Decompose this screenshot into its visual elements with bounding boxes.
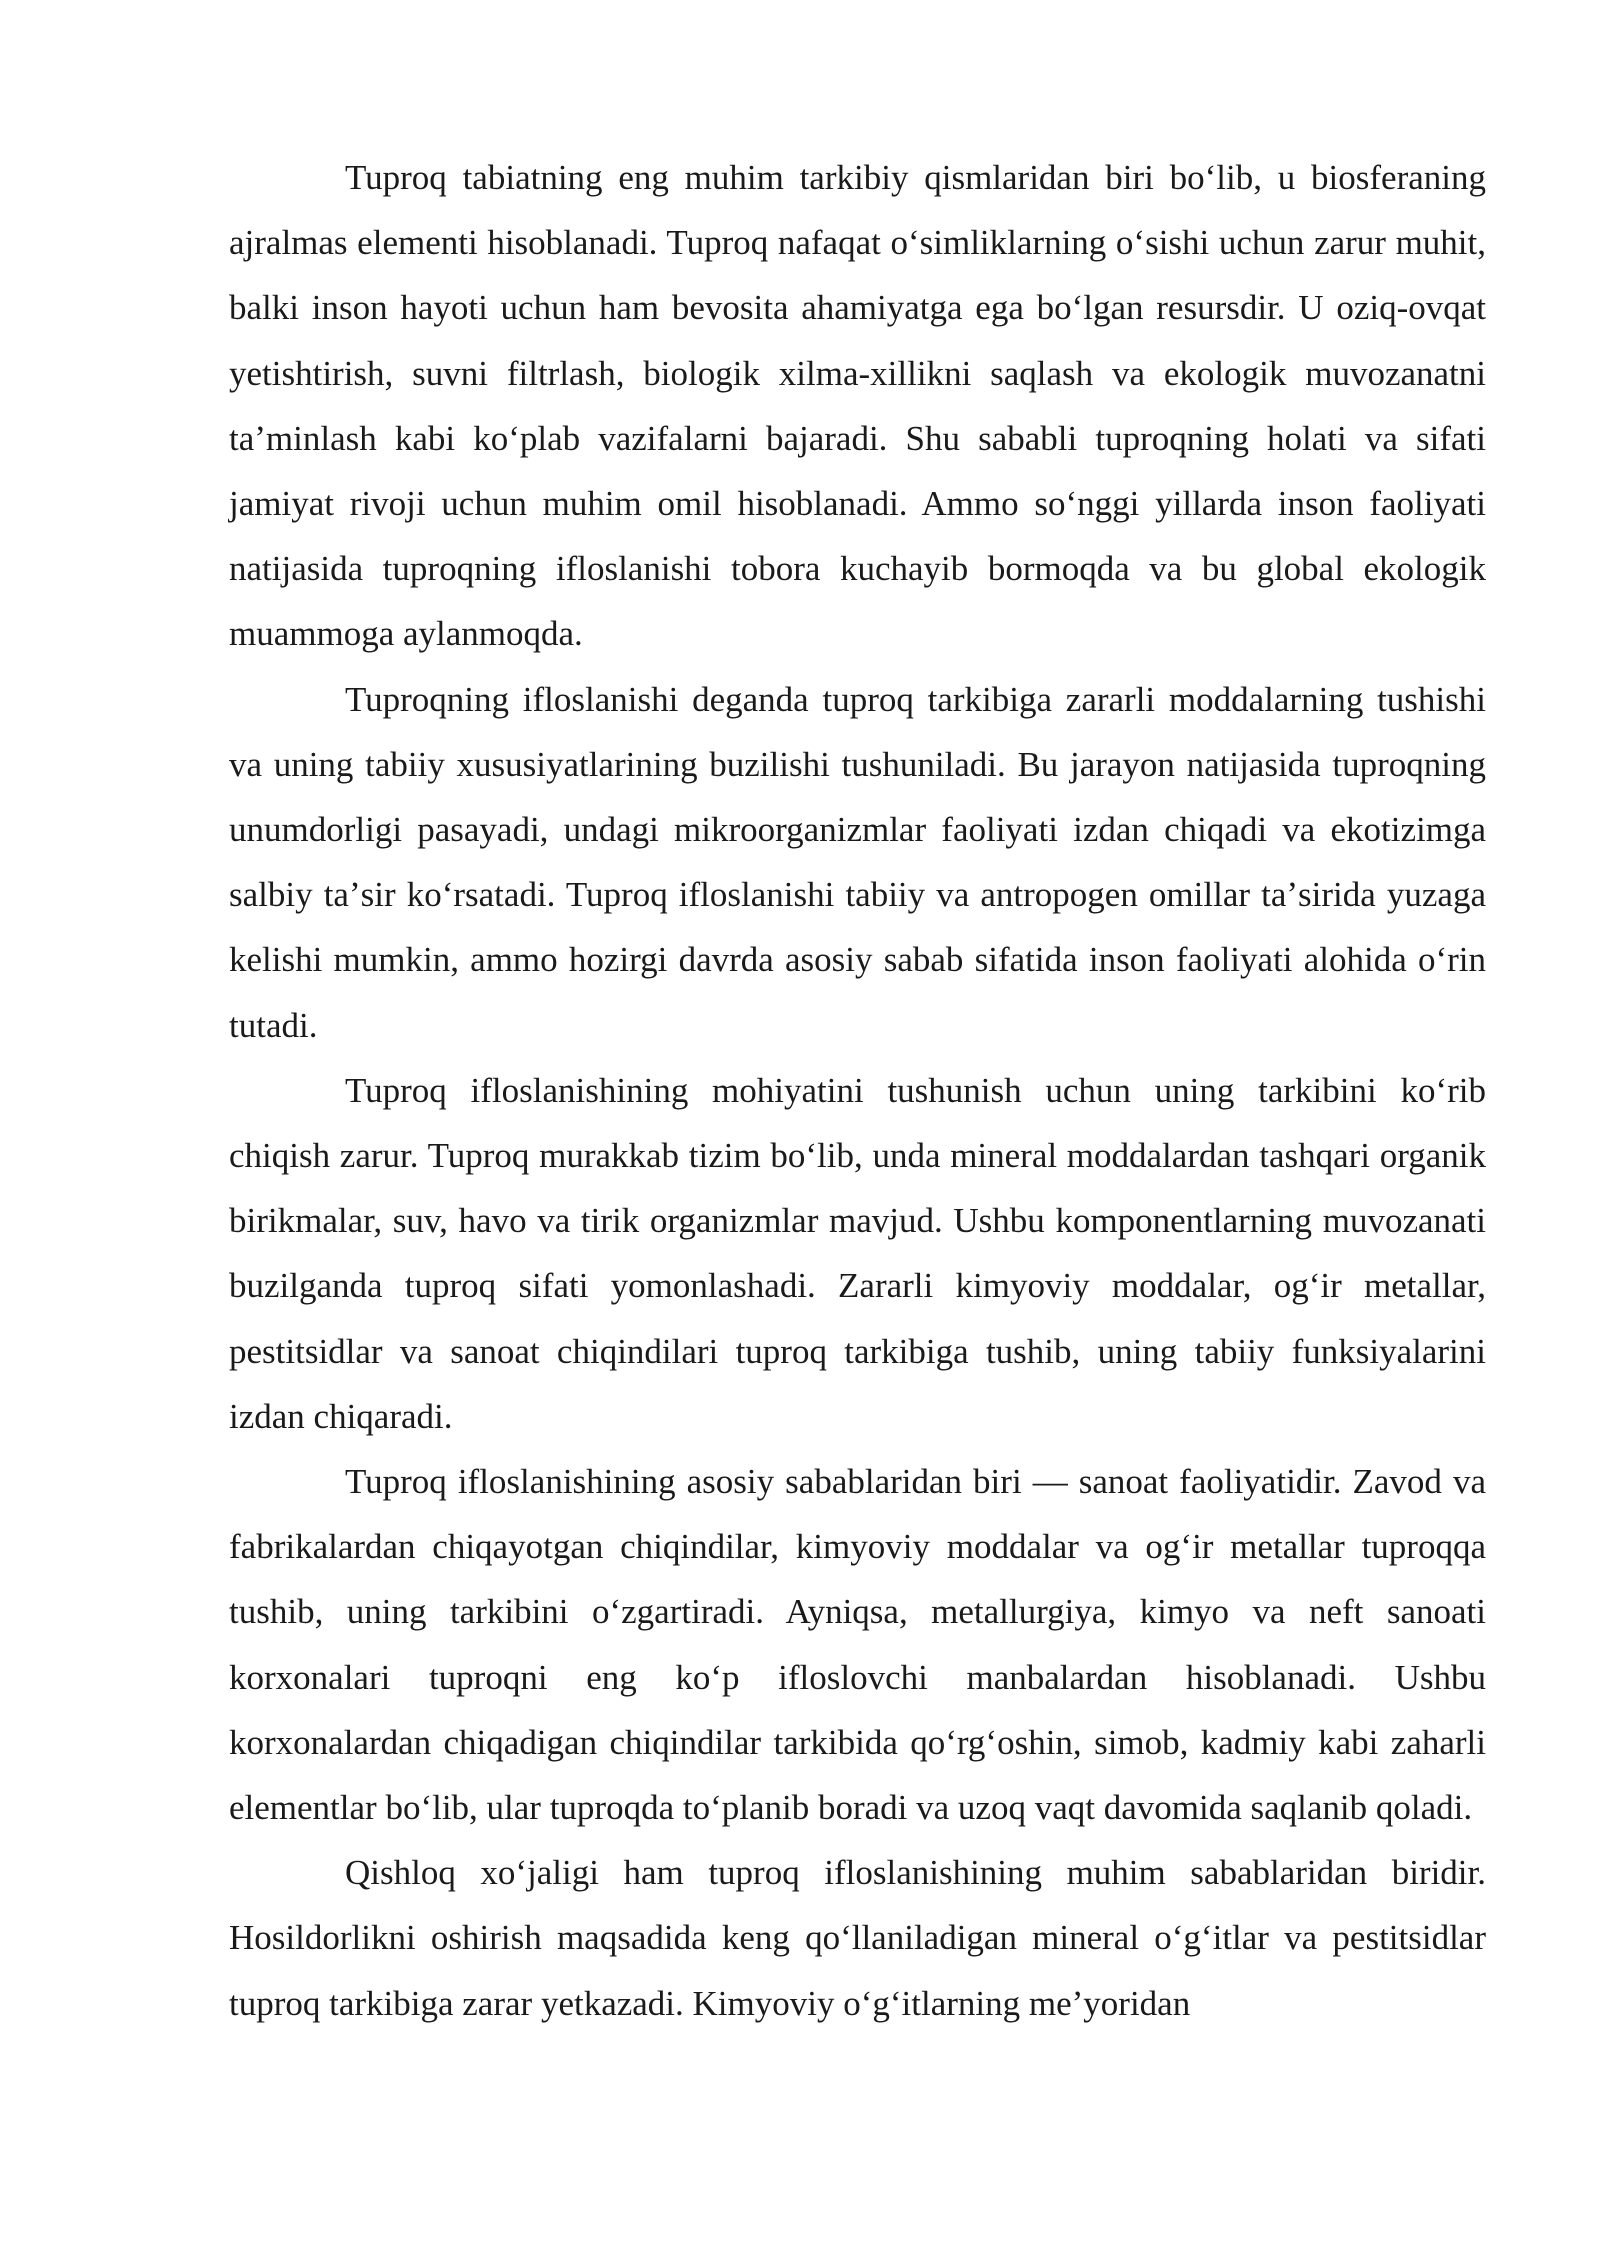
paragraph: Tuproq ifloslanishining asosiy sabablaridan biri — sanoat faoliyatidir. Zavod va fabrikalardan chiqayotgan chiqindilar, kimyoviy moddalar va ogʻir metallar tuproqqa tushib, uning tarkibini oʻzgartiradi. Ayniqsa, metallurgiya, kimyo va neft sanoati korxonalari tuproqni eng koʻp ifloslovchi manbalardan hisoblanadi. Ushbu korxonalardan chiqadigan chiqindilar tarkibida qoʻrgʻoshin, simob, kadmiy kabi zaharli elementlar boʻlib, ular tuproqda toʻplanib boradi va uzoq vaqt davomida saqlanib qoladi. [229, 1462, 1486, 1828]
paragraph: Tuproq tabiatning eng muhim tarkibiy qismlaridan biri boʻlib, u biosferaning ajralmas elementi hisoblanadi. Tuproq nafaqat oʻsimliklarning oʻsishi uchun zarur muhit, balki inson hayoti uchun ham bevosita ahamiyatga ega boʻlgan resursdir. U oziq-ovqat yetishtirish, suvni filtrlash, biologik xilma-xillikni saqlash va ekologik muvozanatni taʼminlash kabi koʻplab vazifalarni bajaradi. Shu sababli tuproqning holati va sifati jamiyat rivoji uchun muhim omil hisoblanadi. Ammo soʻnggi yillarda inson faoliyati natijasida tuproqning ifloslanishi tobora kuchayib bormoqda va bu global ekologik muammoga aylanmoqda. [229, 158, 1486, 654]
paragraph: Qishloq xoʻjaligi ham tuproq ifloslanishining muhim sabablaridan biridir. Hosildorlikni oshirish maqsadida keng qoʻllaniladigan mineral oʻgʻitlar va pestitsidlar tuproq tarkibiga zarar yetkazadi. Kimyoviy oʻgʻitlarning meʼyoridan [229, 1853, 1486, 2023]
body-text [229, 145, 1486, 2036]
paragraph: Tuproqning ifloslanishi deganda tuproq tarkibiga zararli moddalarning tushishi va uning tabiiy xususiyatlarining buzilishi tushuniladi. Bu jarayon natijasida tuproqning unumdorligi pasayadi, undagi mikroorganizmlar faoliyati izdan chiqadi va ekotizimga salbiy taʼsir koʻrsatadi. Tuproq ifloslanishi tabiiy va antropogen omillar taʼsirida yuzaga kelishi mumkin, ammo hozirgi davrda asosiy sabab sifatida inson faoliyati alohida oʻrin tutadi. [229, 679, 1486, 1045]
paragraph: Tuproq ifloslanishining mohiyatini tushunish uchun uning tarkibini koʻrib chiqish zarur. Tuproq murakkab tizim boʻlib, unda mineral moddalardan tashqari organik birikmalar, suv, havo va tirik organizmlar mavjud. Ushbu komponentlarning muvozanati buzilganda tuproq sifati yomonlashadi. Zararli kimyoviy moddalar, ogʻir metallar, pestitsidlar va sanoat chiqindilari tuproq tarkibiga tushib, uning tabiiy funksiyalarini izdan chiqaradi. [229, 1070, 1486, 1436]
